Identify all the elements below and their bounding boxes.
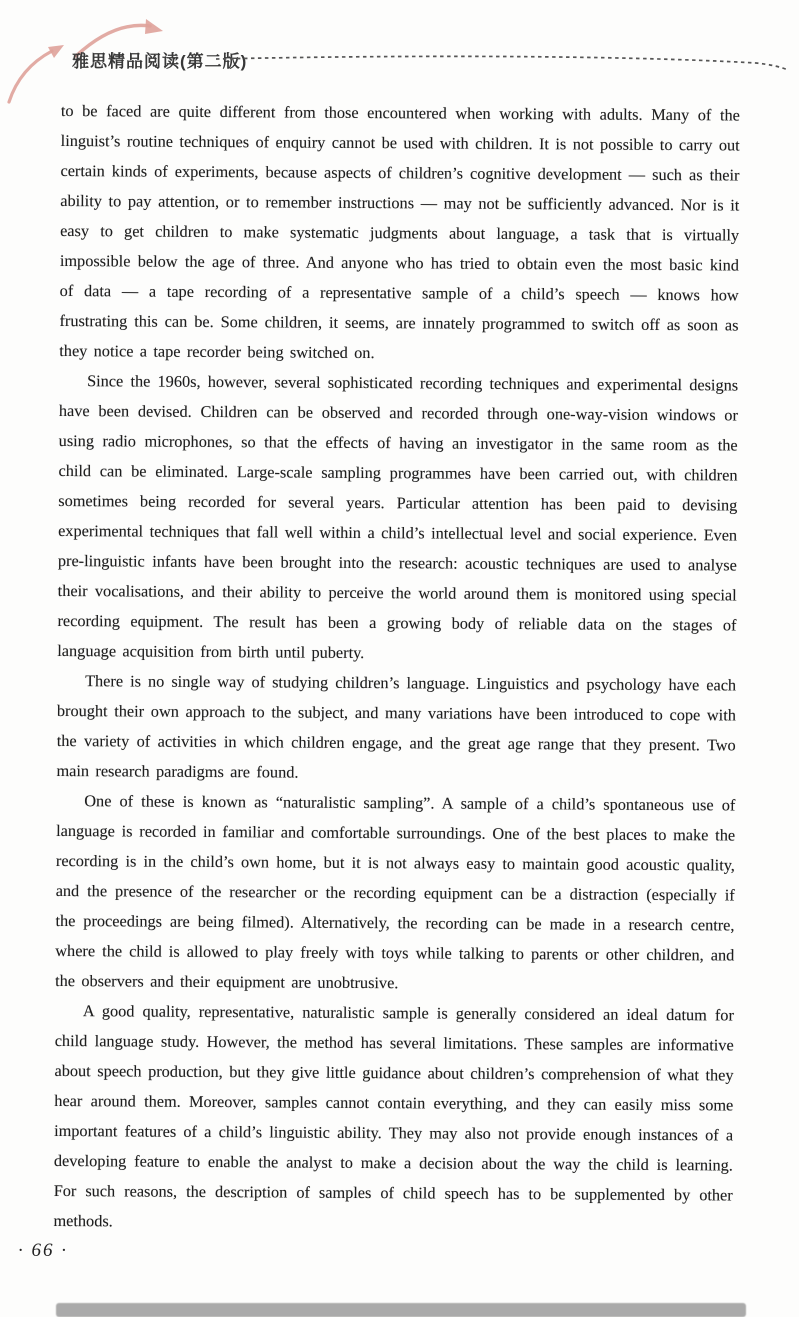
book-title: 雅思精品阅读(第二版) <box>72 52 248 71</box>
page-header <box>0 0 799 90</box>
paragraph: Since the 1960s, however, several sophisticated recording techniques and experimental designs have been devised. Children can be observed and recorded through one-way-vision windows or using radio microphones, so that the effects of having an investigator in the same room as the child can be eliminated. Large-scale sampling programmes have been carried out, with children sometimes being recorded for several years. Particular attention has been paid to devising experimental techniques that fall well within a child’s intellectual level and social experience. Even pre-linguistic infants have been brought into the research: acoustic techniques are used to analyse their vocalisations, and their ability to perceive the world around them is monitored using special recording equipment. The result has been a growing body of reliable data on the stages of language acquisition from birth until puberty. <box>57 371 739 663</box>
dotted-line <box>216 46 796 72</box>
scan-edge-artifact <box>56 1303 746 1317</box>
paragraph: There is no single way of studying children’s language. Linguistics and psychology have each brought their own approach to the subject, and many variations have been introduced to cope with the variety of activities in which children engage, and the great age range that they present. Two main research paradigms are found. <box>56 671 737 782</box>
page-number: · 66 · <box>18 1240 68 1261</box>
paragraph: One of these is known as “naturalistic sampling”. A sample of a child’s spontaneous use of language is recorded in familiar and comfortable surroundings. One of the best places to make the recording is in the child’s own home, but it is not always easy to maintain good acoustic quality, and the presence of the researcher or the recording equipment can be a distraction (especially if the proceedings are being filmed). Alternatively, the recording can be made in a research centre, where the child is allowed to play freely with toys while talking to parents or other children, and the observers and their equipment are unobtrusive. <box>55 791 736 993</box>
passage-text <box>53 96 740 1240</box>
paragraph: to be faced are quite different from those encountered when working with adults. Many of the linguist’s routine techniques of enquiry cannot be used with children. It is not possible to carry out certain kinds of experiments, because aspects of children’s cognitive development — such as their ability to pay attention, or to remember instructions — may not be sufficiently advanced. Nor is it easy to get children to make systematic judgments about language, a task that is virtually impossible below the age of three. And anyone who has tried to obtain even the most basic kind of data — a tape recording of a representative sample of a child’s speech — knows how frustrating this can be. Some children, it seems, are innately programmed to switch off as soon as they notice a tape recorder being switched on. <box>59 100 740 363</box>
paragraph: A good quality, representative, naturalistic sample is generally considered an ideal datum for child language study. However, the method has several limitations. These samples are informative about speech production, but they give little guidance about children’s comprehension of what they hear around them. Moreover, samples cannot contain everything, and they can easily miss some important features of a child’s linguistic ability. They may also not provide enough instances of a developing feature to enable the analyst to make a decision about the way the child is learning. For such reasons, the description of samples of child speech has to be supplemented by other methods. <box>53 1001 734 1231</box>
